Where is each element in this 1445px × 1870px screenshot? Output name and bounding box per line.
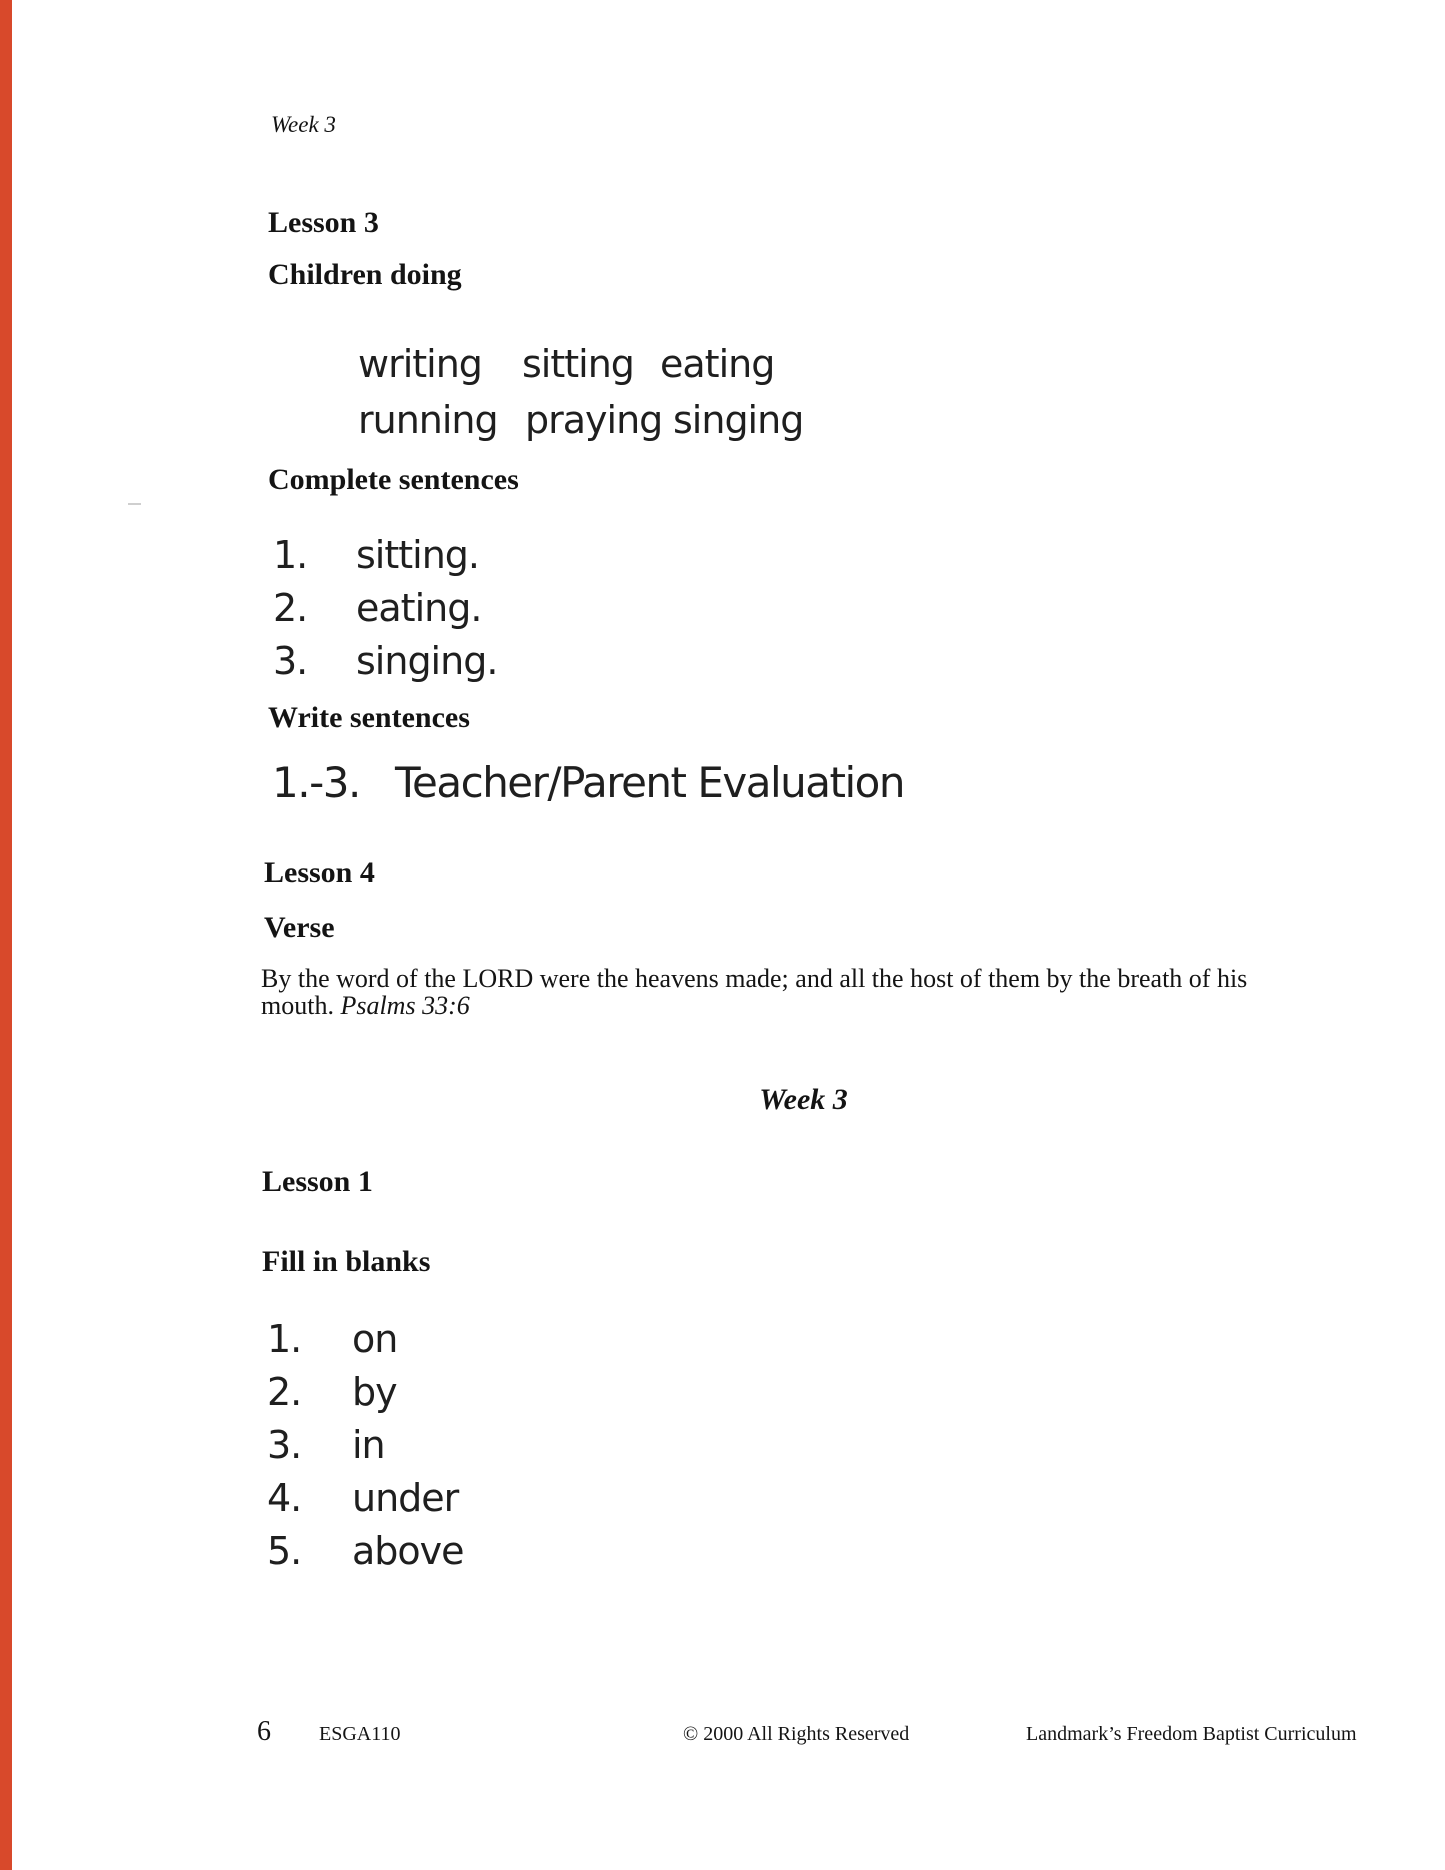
lesson1-title: Lesson 1 <box>262 1165 373 1198</box>
answer-word: praying <box>525 398 663 442</box>
running-head-week: Week 3 <box>271 112 336 137</box>
scan-speck <box>128 503 141 505</box>
write-sentences-label: Write sentences <box>268 701 470 734</box>
week-heading-center: Week 3 <box>759 1083 848 1116</box>
answer-word: writing <box>358 342 482 386</box>
lesson4-title: Lesson 4 <box>264 856 375 889</box>
answer-number: 5. <box>267 1529 302 1573</box>
answer-word: sitting. <box>356 533 479 577</box>
evaluation-range: 1.-3. <box>272 758 360 807</box>
answer-number: 1. <box>267 1317 302 1361</box>
answer-word: by <box>352 1370 397 1414</box>
answer-word: eating <box>660 342 775 386</box>
answer-word: singing <box>673 398 804 442</box>
verse-line2: mouth. <box>261 991 334 1020</box>
lesson3-activity-label: Children doing <box>268 258 462 291</box>
answer-number: 2. <box>273 586 308 630</box>
answer-word: in <box>352 1423 385 1467</box>
footer-code: ESGA110 <box>319 1723 401 1745</box>
answer-word: singing. <box>356 639 498 683</box>
complete-sentences-label: Complete sentences <box>268 463 519 496</box>
answer-word: on <box>352 1317 398 1361</box>
verse-label: Verse <box>264 911 335 944</box>
answer-number: 4. <box>267 1476 302 1520</box>
lesson3-title: Lesson 3 <box>268 206 379 239</box>
answer-number: 3. <box>273 639 308 683</box>
footer-copyright: © 2000 All Rights Reserved <box>683 1723 910 1745</box>
answer-word: above <box>352 1529 464 1573</box>
answer-number: 1. <box>273 533 308 577</box>
page-edge-stripe <box>0 0 12 1870</box>
answer-number: 3. <box>267 1423 302 1467</box>
fill-in-blanks-label: Fill in blanks <box>262 1245 431 1278</box>
answer-word: under <box>352 1476 459 1520</box>
answer-word: eating. <box>356 586 482 630</box>
verse-paragraph <box>261 965 1361 1019</box>
page-number: 6 <box>257 1716 271 1747</box>
verse-line1: By the word of the LORD were the heavens made; and all the host of them by the breath of his <box>261 964 1248 993</box>
answer-word: running <box>358 398 498 442</box>
verse-reference: Psalms 33:6 <box>340 991 470 1020</box>
answer-number: 2. <box>267 1370 302 1414</box>
evaluation-text: Teacher/Parent Evaluation <box>395 758 904 807</box>
footer-publisher: Landmark’s Freedom Baptist Curriculum <box>1026 1723 1357 1745</box>
answer-word: sitting <box>522 342 634 386</box>
